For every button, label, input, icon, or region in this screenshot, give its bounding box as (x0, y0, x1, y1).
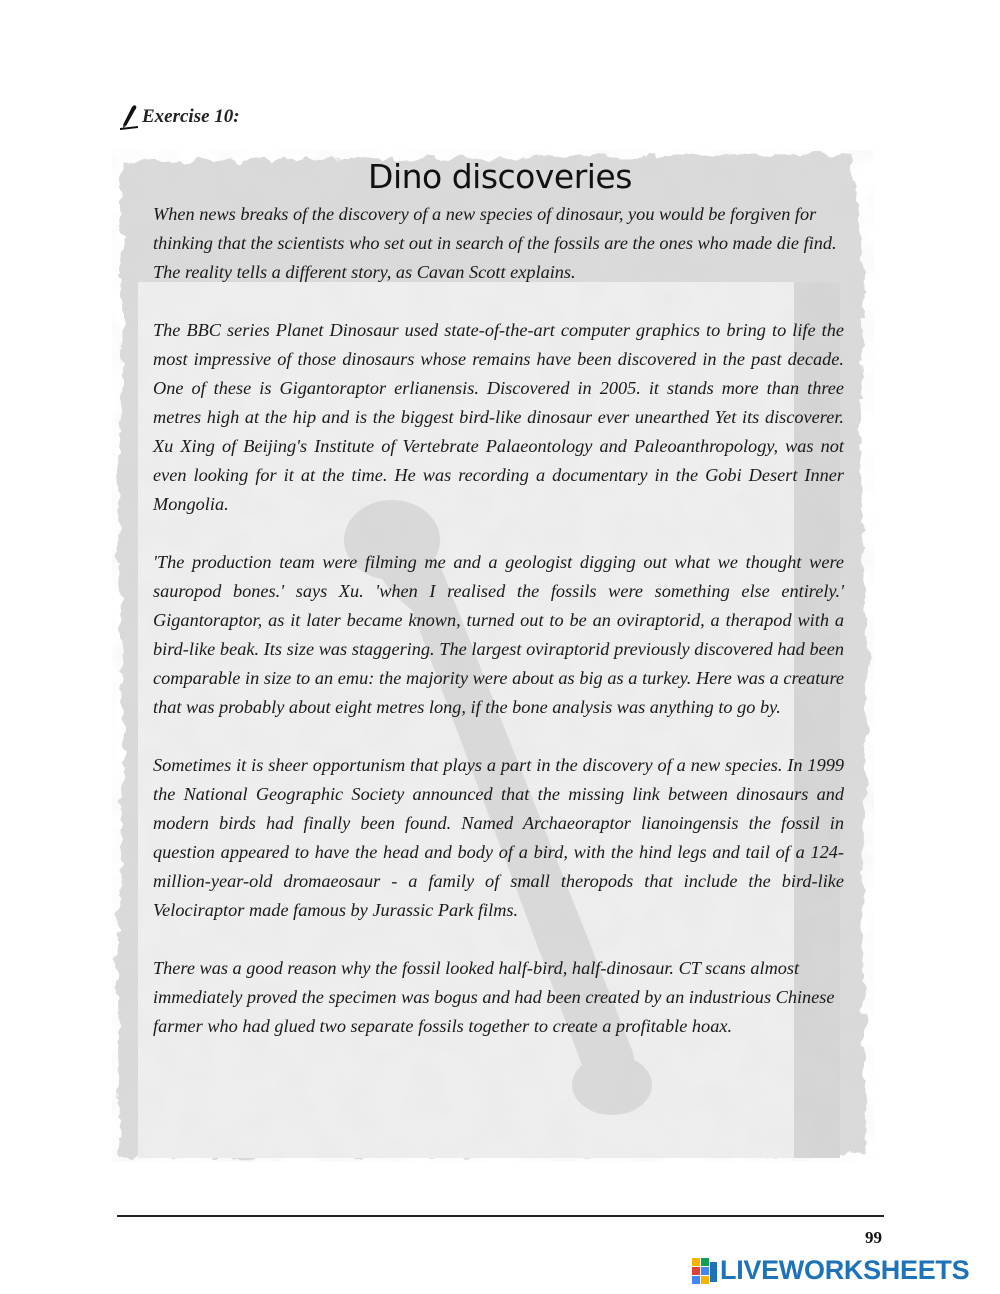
exercise-label: Exercise 10: (142, 106, 240, 127)
article-body (153, 200, 844, 1070)
paragraph-planet-dinosaur: The BBC series Planet Dinosaur used state-of-the-art computer graphics to bring to life the most impressive of those dinosaurs whose remains have been discovered in the past decade. One of these is Gigantoraptor erlianensis. Discovered in 2005. it stands more than three metres high at the hip and is the biggest bird-like dinosaur ever unearthed Yet its discoverer. Xu Xing of Beijing's Institute of Vertebrate Palaeontology and Paleoanthropology, was not even looking for it at the time. He was recording a documentary in the Gobi Desert Inner Mongolia. (153, 320, 844, 514)
exercise-heading (118, 104, 240, 130)
brand-name: LIVEWORKSHEETS (720, 1255, 970, 1285)
paragraph-opportunism: Sometimes it is sheer opportunism that plays a part in the discovery of a new species. In 1999 the National Geographic Society announced that the missing link between dinosaurs and modern birds had finally been found. Named Archaeoraptor lianoingensis the fossil in question appeared to have the head and body of a bird, with the hind legs and tail of a 124-million-year-old dromaeosaur - a family of small theropods that include the bird-like Velociraptor made famous by Jurassic Park films. (153, 755, 844, 920)
paragraph-hoax: There was a good reason why the fossil looked half-bird, half-dinosaur. CT scans almost immediately proved the specimen was bogus and had been created by an industrious Chinese farmer who had glued two separate fossils together to create a profitable hoax. (153, 958, 835, 1036)
pen-icon (118, 104, 140, 130)
paragraph-production-team: 'The production team were filming me and a geologist digging out what we thought were sauropod bones.' says Xu. 'when I realised the fossils were something else entirely.' Gigantoraptor, as it later became known, turned out to be an oviraptorid, a therapod with a bird-like beak. Its size was staggering. The largest oviraptorid previously discovered had been comparable in size to an emu: the majority were about as big as a turkey. Here was a creature that was probably about eight metres long, if the bone analysis was anything to go by. (153, 552, 844, 717)
liveworksheets-logo[interactable] (692, 1255, 969, 1286)
article-title: Dino discoveries (368, 157, 632, 196)
paragraph-intro: When news breaks of the discovery of a new species of dinosaur, you would be forgiven for thinking that the scientists who set out in search of the fossils are the ones who made die find. The reality tells a different story, as Cavan Scott explains. (153, 204, 837, 282)
liveworksheets-logo-icon (692, 1258, 718, 1284)
page-number: 99 (865, 1228, 882, 1247)
footer-divider (117, 1215, 884, 1217)
